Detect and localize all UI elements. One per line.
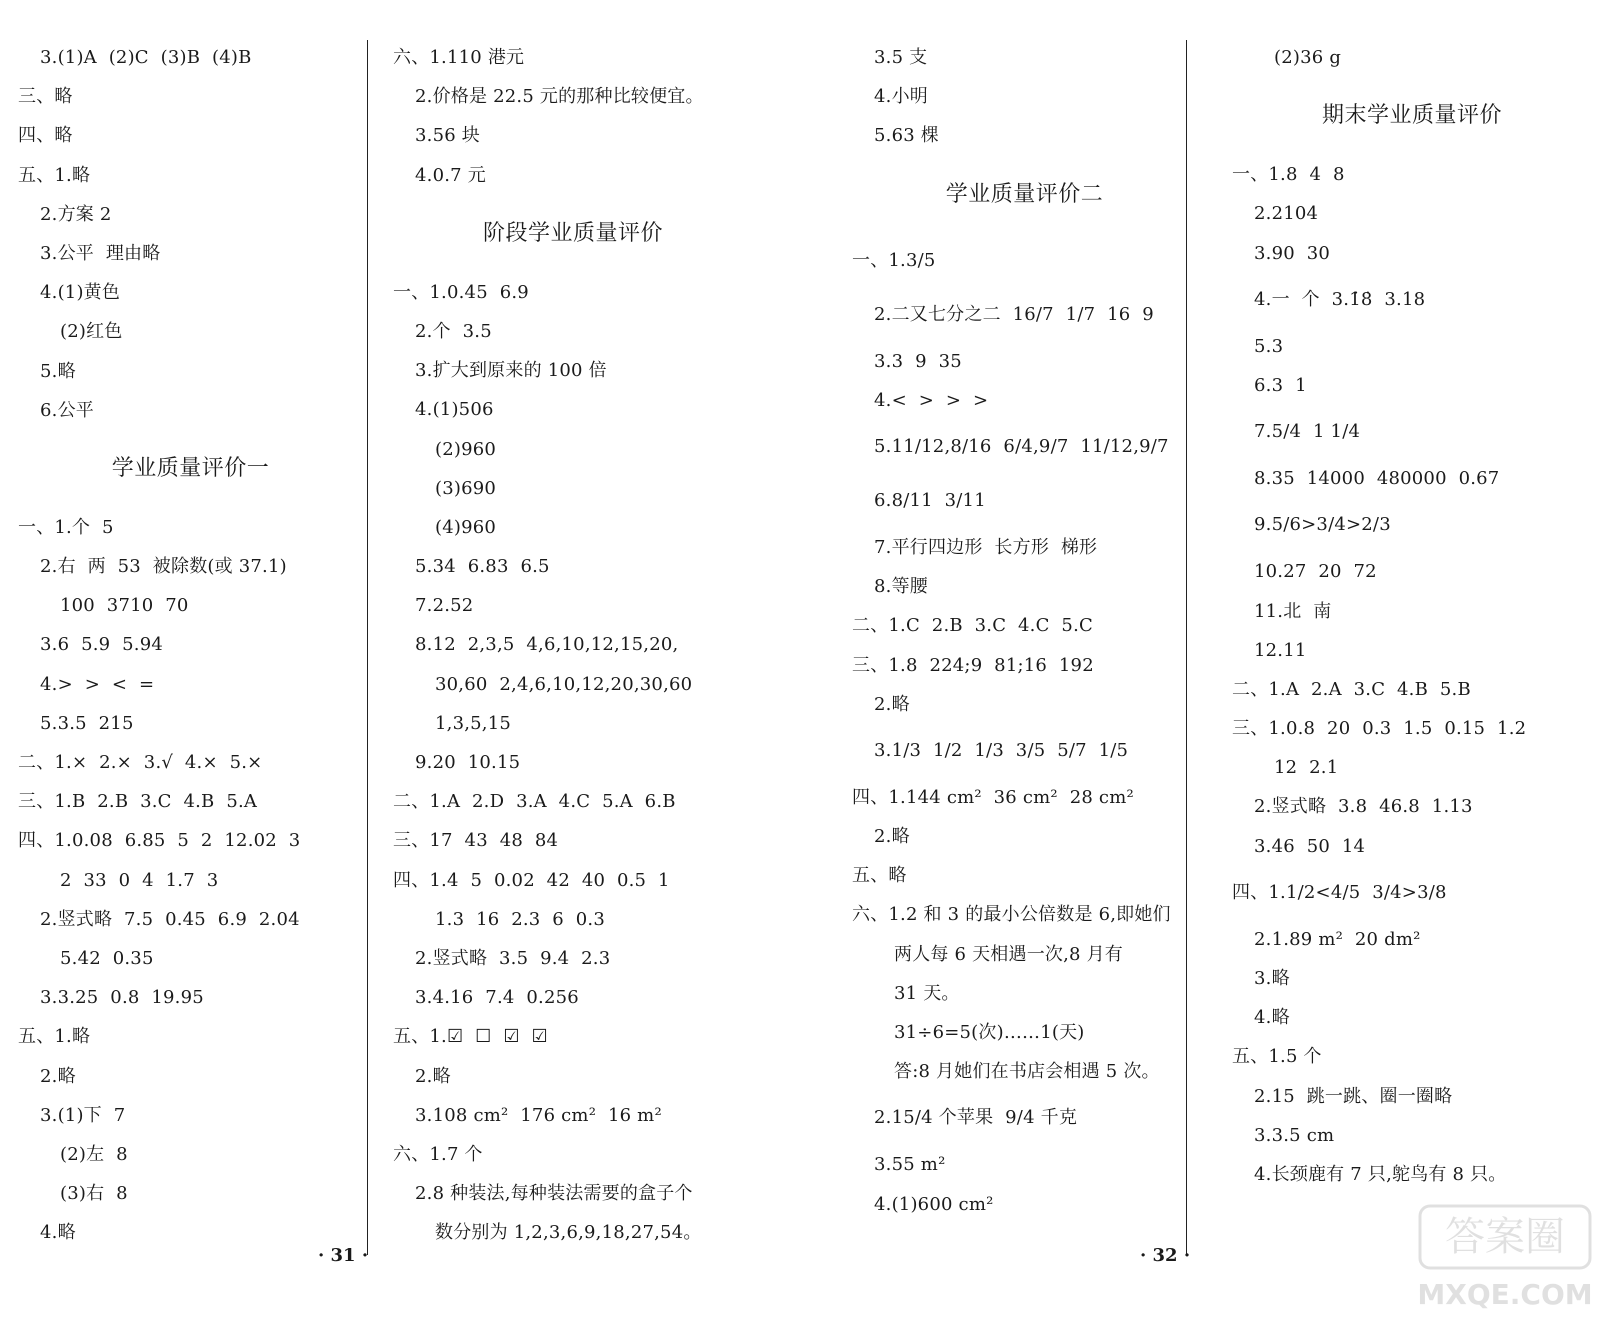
- answer-line: 2.右 两 53 被除数(或 37.1): [40, 556, 287, 578]
- answer-line: 9.5/6>3/4>2/3: [1254, 514, 1391, 536]
- answer-line: 六、1.7 个: [393, 1143, 483, 1165]
- answer-line: 3.(1)下 7: [40, 1104, 126, 1126]
- section-heading: 学业质量评价二: [945, 181, 1104, 207]
- answer-line: 2.竖式略 7.5 0.45 6.9 2.04: [40, 908, 300, 930]
- answer-line: 2.2104: [1254, 203, 1319, 225]
- answer-line: 4.(1)506: [415, 399, 494, 421]
- answer-line: 一、1.8 4 8: [1232, 164, 1345, 186]
- answer-line: 3.56 块: [415, 125, 480, 147]
- answer-line: 5.3: [1254, 335, 1284, 357]
- answer-line: 4.略: [1254, 1007, 1290, 1029]
- answer-line: 7.5/4 1 1/4: [1254, 421, 1361, 443]
- answer-line: 4.> > < =: [40, 673, 155, 695]
- page-number-32: · 32 ·: [1140, 1245, 1191, 1266]
- watermark-logo: [1398, 1200, 1598, 1318]
- watermark-bottom-text: MXQE.COM: [1417, 1278, 1593, 1311]
- section-heading: 学业质量评价一: [111, 455, 270, 481]
- answer-line: 3.55 m²: [874, 1154, 946, 1176]
- answer-line: 六、1.110 港元: [393, 47, 525, 68]
- answer-line: 12 2.1: [1274, 757, 1339, 779]
- answer-line: 6.3 1: [1254, 374, 1307, 396]
- answer-line: 11.北 南: [1254, 600, 1332, 622]
- answer-line: 3.3.5 cm: [1254, 1124, 1335, 1146]
- answer-line: 五、1.略: [18, 164, 91, 186]
- answer-line: 100 3710 70: [60, 595, 189, 617]
- answer-line: 4.0.7 元: [415, 164, 486, 186]
- answer-line: (4)960: [435, 516, 497, 538]
- answer-line: 3.略: [1254, 968, 1290, 989]
- answer-line: 三、1.8 224;9 81;16 192: [852, 654, 1094, 676]
- answer-line: (2)红色: [60, 321, 123, 343]
- answer-line: (2)36 g: [1274, 47, 1342, 68]
- answer-line: 两人每 6 天相遇一次,8 月有: [894, 943, 1123, 965]
- answer-line: 7.2.52: [415, 595, 474, 617]
- answer-line: 5.63 棵: [874, 125, 939, 147]
- answer-line: 3.90 30: [1254, 242, 1331, 264]
- answer-line: 四、1.4 5 0.02 42 40 0.5 1: [393, 869, 670, 891]
- answer-line: 2.15 跳一跳、圈一圈略: [1254, 1085, 1453, 1107]
- answer-line: 4.(1)黄色: [40, 282, 121, 304]
- answer-line: 3.3.25 0.8 19.95: [40, 987, 204, 1009]
- answer-line: 2.个 3.5: [415, 320, 492, 342]
- answer-line: 三、1.B 2.B 3.C 4.B 5.A: [18, 791, 258, 813]
- answer-line: 二、1.C 2.B 3.C 4.C 5.C: [852, 615, 1093, 637]
- answer-line: 2 33 0 4 1.7 3: [60, 869, 219, 891]
- answer-line: 三、1.0.8 20 0.3 1.5 0.15 1.2: [1232, 718, 1527, 740]
- answer-line: 5.34 6.83 6.5: [415, 556, 550, 578]
- answer-line: 5.略: [40, 360, 76, 382]
- answer-line: 9.20 10.15: [415, 752, 521, 773]
- answer-line: 答:8 月她们在书店会相遇 5 次。: [894, 1061, 1160, 1083]
- answer-line: 10.27 20 72: [1254, 561, 1377, 583]
- answer-line: 四、略: [18, 125, 73, 147]
- answer-line: 2.1.89 m² 20 dm²: [1254, 928, 1421, 950]
- answer-line: 2.略: [415, 1065, 451, 1087]
- answer-line: 31÷6=5(次)……1(天): [894, 1022, 1085, 1043]
- answer-line: 30,60 2,4,6,10,12,20,30,60: [435, 673, 693, 695]
- answer-line: 2.方案 2: [40, 203, 112, 225]
- answer-line: 五、1.☑ ☐ ☑ ☑: [393, 1026, 548, 1048]
- answer-line: 8.12 2,3,5 4,6,10,12,15,20,: [415, 634, 679, 656]
- answer-line: 2.竖式略 3.5 9.4 2.3: [415, 947, 611, 969]
- answer-line: 2.略: [874, 826, 910, 848]
- page-32-right-column: [1232, 38, 1592, 1194]
- page-number-31: · 31 ·: [318, 1245, 369, 1266]
- answer-line: 2.略: [874, 693, 910, 715]
- answer-line: 3.扩大到原来的 100 倍: [415, 360, 607, 382]
- page-31-left-column: [18, 38, 363, 1252]
- watermark-top-text: 答案圈: [1445, 1214, 1565, 1260]
- answer-line: 4.< > > >: [874, 389, 989, 411]
- answer-line: 三、略: [18, 86, 73, 108]
- page-31-right-column: [393, 38, 753, 1252]
- answer-line: 3.6 5.9 5.94: [40, 634, 164, 656]
- answer-line: 五、1.5 个: [1232, 1046, 1322, 1068]
- answer-line: 5.42 0.35: [60, 947, 154, 969]
- column-divider-left: [367, 40, 368, 1255]
- answer-line: 2.二又七分之二 16/7 1/7 16 9: [874, 303, 1154, 325]
- answer-line: 四、1.1/2<4/5 3/4>3/8: [1232, 881, 1447, 903]
- answer-line: 一、1.0.45 6.9: [393, 281, 529, 303]
- answer-line: 8.等腰: [874, 576, 928, 598]
- answer-line: 五、1.略: [18, 1026, 91, 1048]
- answer-line: 五、略: [852, 865, 907, 887]
- answer-line: 2.15/4 个苹果 9/4 千克: [874, 1107, 1078, 1129]
- answer-line: 4.(1)600 cm²: [874, 1193, 994, 1215]
- answer-line: 3.5 支: [874, 47, 928, 68]
- answer-line: 3.3 9 35: [874, 350, 962, 372]
- answer-line: 3.1/3 1/2 1/3 3/5 5/7 1/5: [874, 739, 1129, 761]
- answer-line: 一、1.个 5: [18, 516, 114, 538]
- answer-line: 二、1.× 2.× 3.√ 4.× 5.×: [18, 752, 263, 773]
- answer-line: 3.(1)A (2)C (3)B (4)B: [40, 47, 252, 68]
- answer-line: 2.8 种装法,每种装法需要的盒子个: [415, 1183, 693, 1205]
- section-heading: 阶段学业质量评价: [482, 220, 663, 246]
- answer-line: 7.平行四边形 长方形 梯形: [874, 536, 1098, 558]
- answer-line: 1,3,5,15: [435, 712, 512, 734]
- answer-line: 12.11: [1254, 639, 1307, 661]
- answer-line: 3.108 cm² 176 cm² 16 m²: [415, 1104, 662, 1126]
- answer-line: 8.35 14000 480000 0.67: [1254, 468, 1500, 490]
- answer-line: 二、1.A 2.D 3.A 4.C 5.A 6.B: [393, 791, 676, 813]
- answer-line: 4.小明: [874, 86, 928, 108]
- answer-line: 数分别为 1,2,3,6,9,18,27,54。: [435, 1222, 702, 1244]
- answer-line: 31 天。: [894, 982, 960, 1004]
- page-32-left-column: [852, 38, 1197, 1224]
- answer-line: 6.8/11 3/11: [874, 489, 986, 511]
- answer-line: 3.46 50 14: [1254, 835, 1366, 857]
- answer-line: 4.略: [40, 1222, 76, 1244]
- answer-line: (3)690: [435, 477, 497, 499]
- answer-line: 5.11/12,8/16 6/4,9/7 11/12,9/7: [874, 435, 1169, 457]
- answer-line: 2.价格是 22.5 元的那种比较便宜。: [415, 86, 704, 108]
- answer-line: 二、1.A 2.A 3.C 4.B 5.B: [1232, 678, 1471, 700]
- answer-line: 4.一 个 3.1̇8̇ 3.18: [1254, 288, 1426, 310]
- answer-line: 三、17 43 48 84: [393, 830, 559, 852]
- answer-line: 六、1.2 和 3 的最小公倍数是 6,即她们: [852, 904, 1171, 926]
- answer-line: 6.公平: [40, 399, 94, 421]
- answer-line: 2.竖式略 3.8 46.8 1.13: [1254, 796, 1473, 818]
- section-heading: 期末学业质量评价: [1321, 103, 1502, 129]
- answer-line: 四、1.0.08 6.85 5 2 12.02 3: [18, 830, 301, 852]
- answer-line: 5.3.5 215: [40, 712, 134, 734]
- answer-line: 1.3 16 2.3 6 0.3: [435, 908, 606, 930]
- answer-line: 3.4.16 7.4 0.256: [415, 987, 579, 1009]
- answer-line: 一、1.3/5: [852, 249, 936, 271]
- answer-line: 3.公平 理由略: [40, 242, 161, 264]
- answer-line: (3)右 8: [60, 1183, 128, 1205]
- answer-line: 2.略: [40, 1065, 76, 1087]
- answer-line: 四、1.144 cm² 36 cm² 28 cm²: [852, 786, 1134, 808]
- answer-line: (2)960: [435, 438, 497, 460]
- answer-line: 4.长颈鹿有 7 只,鸵鸟有 8 只。: [1254, 1163, 1507, 1185]
- answer-line: (2)左 8: [60, 1143, 128, 1165]
